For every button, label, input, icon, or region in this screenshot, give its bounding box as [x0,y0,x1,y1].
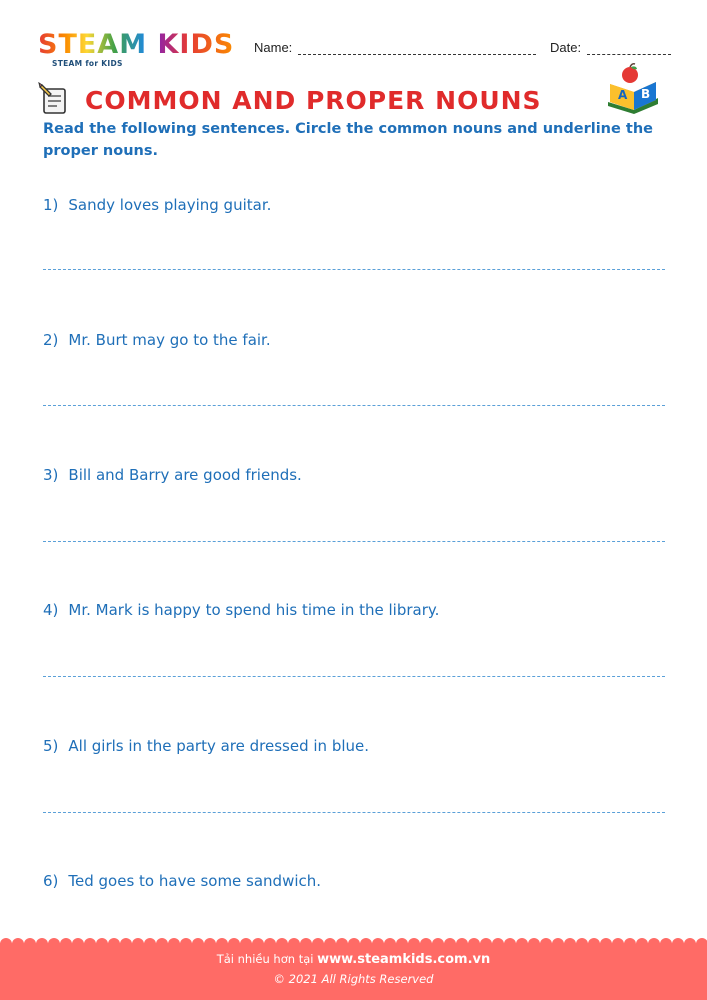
question-5 [43,737,369,755]
answer-line-2[interactable] [43,405,665,406]
name-label: Name: [254,40,293,55]
question-number: 1) [43,196,59,214]
question-text: Sandy loves playing guitar. [68,196,272,214]
question-text: Mr. Burt may go to the fair. [68,331,271,349]
question-text: All girls in the party are dressed in blue. [68,737,370,755]
answer-line-5[interactable] [43,812,665,813]
question-number: 6) [43,872,59,890]
date-field[interactable] [550,40,671,55]
question-6 [43,872,321,890]
question-text: Mr. Mark is happy to spend his time in the library. [68,601,440,619]
answer-line-4[interactable] [43,676,665,677]
logo-word-kids: KIDS [157,29,235,60]
question-1 [43,196,271,214]
worksheet-title: COMMON AND PROPER NOUNS [85,86,542,115]
name-field[interactable] [254,40,536,55]
ab-books-apple-icon [604,62,662,118]
footer-website-line [0,952,707,967]
name-line[interactable] [298,44,536,55]
question-number: 2) [43,331,59,349]
pencil-paper-icon [38,82,72,120]
logo-word-steam: STEAM [38,29,148,60]
question-4 [43,601,439,619]
steam-kids-logo [38,29,235,68]
worksheet-instructions: Read the following sentences. Circle the common nouns and underline the proper nouns. [43,121,653,159]
svg-text:A: A [618,88,628,102]
footer-scallop-edge [0,938,707,950]
footer-bar [0,944,707,1000]
question-text: Bill and Barry are good friends. [68,466,302,484]
question-number: 3) [43,466,59,484]
date-label: Date: [550,40,582,55]
footer-website-link[interactable]: www.steamkids.com.vn [317,952,491,967]
logo-wordmark [38,30,234,60]
svg-text:B: B [641,87,651,101]
footer-more-prefix: Tải nhiều hơn tại [216,952,314,966]
question-text: Ted goes to have some sandwich. [68,872,322,890]
logo-tagline: STEAM for KIDS [52,59,123,68]
answer-line-1[interactable] [43,269,665,270]
question-3 [43,466,302,484]
footer-copyright: © 2021 All Rights Reserved [273,972,434,986]
question-number: 4) [43,601,59,619]
question-2 [43,331,271,349]
question-number: 5) [43,737,59,755]
date-line[interactable] [587,44,671,55]
answer-line-3[interactable] [43,541,665,542]
